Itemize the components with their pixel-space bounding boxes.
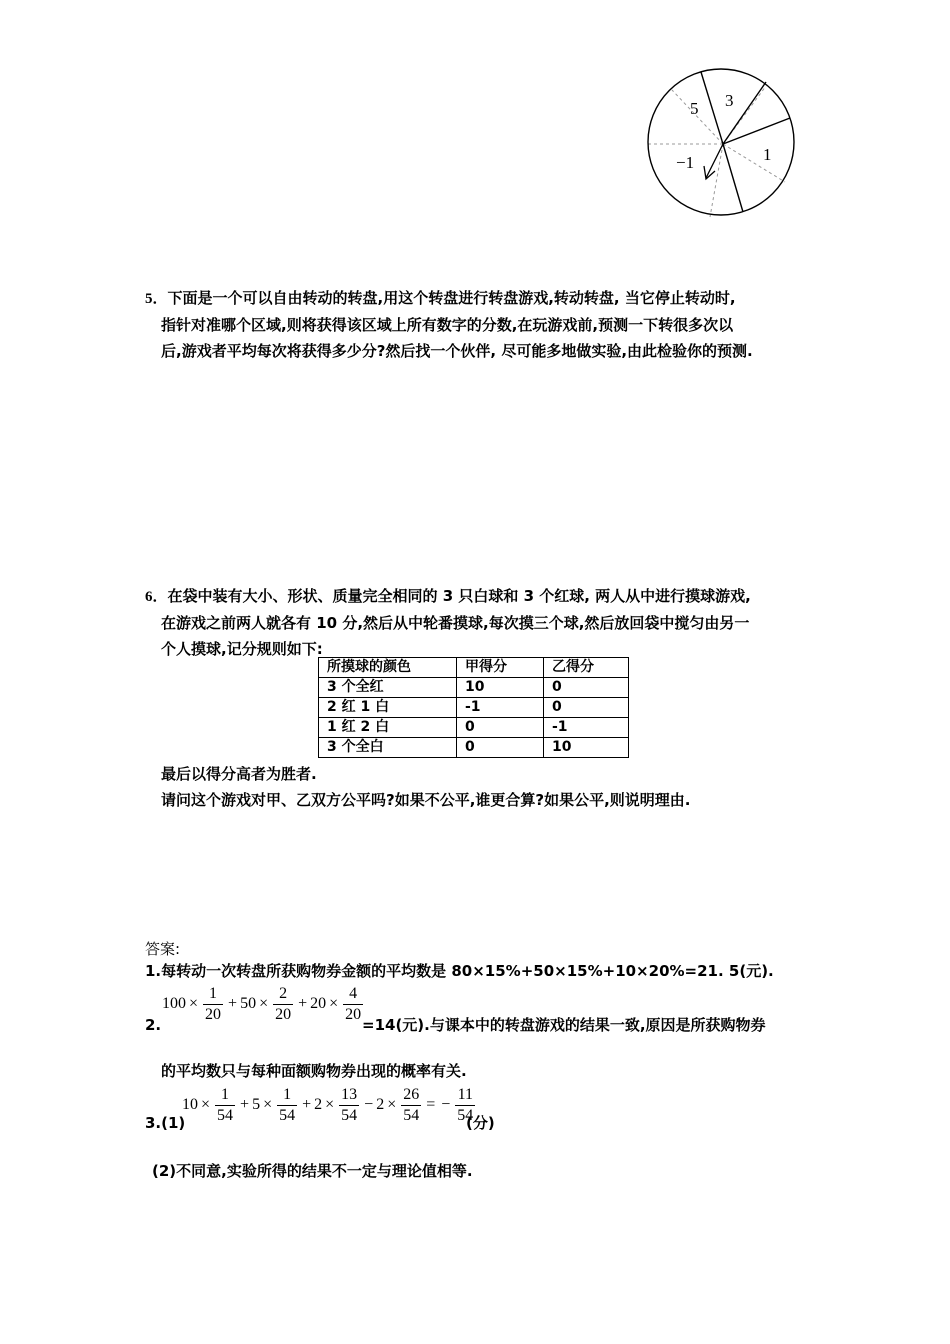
table-cell: -1 [457,698,544,718]
fraction [203,984,223,1025]
answers-heading: 答案: [145,940,181,958]
table-header: 乙得分 [544,658,629,678]
question-6-line-3: 个人摸球,记分规则如下: [161,640,323,658]
question-text: ．在袋中装有大小、形状、质量完全相同的 3 只白球和 3 个红球, 两人从中进行摸球游戏, [152,587,751,605]
spinner-pointer [704,144,723,179]
numerator: 1 [203,984,223,1005]
question-5-line-1 [145,285,753,312]
answer-2-formula: 100 × $\frac{1}{20}$ + 50 × $\frac{2}{20}$ + 20 × $\frac{4}{20}$ [162,985,362,1023]
table-header: 所摸球的颜色 [319,658,457,678]
table-cell: 2 红 1 白 [319,698,457,718]
table-cell: 0 [457,738,544,758]
fraction [343,984,363,1025]
table-row [319,678,629,698]
spinner-figure [640,62,802,222]
table-header: 甲得分 [457,658,544,678]
denominator: 54 [457,1107,474,1124]
answer-3-label: 3.(1) [145,1114,186,1132]
answer-2-line-2: 的平均数只与每种面额购物券出现的概率有关. [161,1062,467,1080]
table-row [319,738,629,758]
answer-2-label: 2. [145,1016,162,1034]
table-cell: 10 [457,678,544,698]
spinner-dividers [701,72,790,212]
question-5-line-2: 指针对准哪个区域,则将获得该区域上所有数字的分数,在玩游戏前,预测一下转很多次以 [161,316,734,334]
numerator: 11 [455,1085,475,1106]
answer-3-unit: (分) [466,1114,495,1132]
table-cell: 0 [544,678,629,698]
question-6-prompt: 请问这个游戏对甲、乙双方公平吗?如果不公平,谁更合算?如果公平,则说明理由. [161,791,691,809]
fraction [215,1085,235,1126]
question-6-after [161,761,691,813]
scoring-table [318,657,629,758]
question-5-line-3: 后,游戏者平均每次将获得多少分?然后找一个伙伴, 尽可能多地做实验,由此检验你的预测. [161,342,753,360]
table-row [319,718,629,738]
numerator: 4 [343,984,363,1005]
table-header-row [319,658,629,678]
question-6-line-2: 在游戏之前两人就各有 10 分,然后从中轮番摸球,每次摸三个球,然后放回袋中搅匀由另一 [161,614,750,632]
denominator: 54 [341,1107,358,1124]
denominator: 20 [275,1006,292,1023]
question-number: 5 [145,291,153,307]
coefficient: 5 [252,1096,261,1114]
denominator: 54 [217,1107,234,1124]
table-cell: 0 [457,718,544,738]
table-cell: 3 个全白 [319,738,457,758]
numerator: 1 [215,1085,235,1106]
denominator: 54 [403,1107,420,1124]
coefficient: 20 [310,995,327,1013]
answer-2-tail: =14(元).与课本中的转盘游戏的结果一致,原因是所获购物券 [362,1016,766,1034]
numerator: 1 [277,1085,297,1106]
numerator: 13 [339,1085,359,1106]
denominator: 54 [279,1107,296,1124]
fraction [401,1085,421,1126]
denominator: 20 [345,1006,362,1023]
numerator: 26 [401,1085,421,1106]
question-text: ．下面是一个可以自由转动的转盘,用这个转盘进行转盘游戏,转动转盘, 当它停止转动时, [152,289,736,307]
table-cell: 0 [544,698,629,718]
coefficient: 2 [376,1096,385,1114]
question-6 [145,583,751,662]
question-number: 6 [145,589,153,605]
fraction [339,1085,359,1126]
table-cell: 1 红 2 白 [319,718,457,738]
coefficient: 10 [182,1096,198,1114]
answer-3-formula: 10 × $\frac{1}{54}$ + 5 × $\frac{1}{54}$ + 2 × $\frac{13}{54}$ − 2 × $\frac{26}{54}$ = − $\frac{11}{54}$ [182,1086,474,1124]
fraction [277,1085,297,1126]
spinner-label-1: 1 [763,145,772,164]
answer-1: 1.每转动一次转盘所获购物券金额的平均数是 80×15%+50×15%+10×20%=21. 5(元). [145,962,774,980]
table-cell: -1 [544,718,629,738]
table-row [319,698,629,718]
coefficient: 100 [162,995,186,1013]
fraction [273,984,293,1025]
question-5 [145,285,753,364]
question-6-line-1 [145,583,751,610]
spinner-label-3: 3 [725,91,734,110]
table-cell: 3 个全红 [319,678,457,698]
numerator: 2 [273,984,293,1005]
denominator: 20 [205,1006,222,1023]
answer-3-part-2: (2)不同意,实验所得的结果不一定与理论值相等. [152,1162,473,1180]
spinner-label-minus-1: −1 [676,153,695,172]
spinner-label-5: 5 [690,99,699,118]
coefficient: 2 [314,1096,323,1114]
question-6-rule: 最后以得分高者为胜者. [161,765,317,783]
table-cell: 10 [544,738,629,758]
coefficient: 50 [240,995,257,1013]
